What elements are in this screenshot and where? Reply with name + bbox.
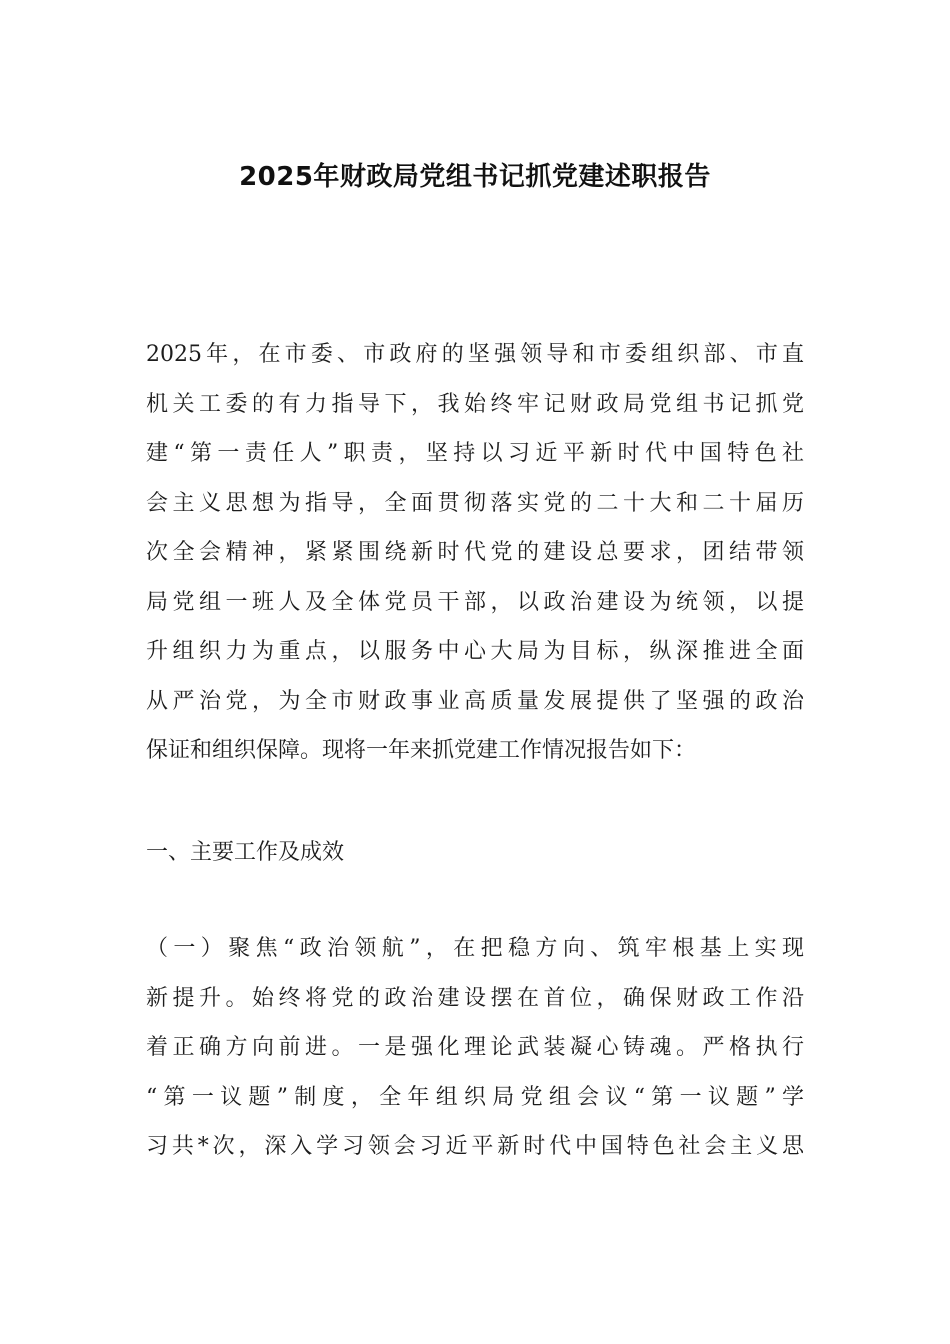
paragraph-line: 建“第一责任人”职责，坚持以习近平新时代中国特色社 — [146, 441, 804, 466]
paragraph-line: 2025年，在市委、市政府的坚强领导和市委组织部、市直 — [146, 342, 804, 367]
paragraph-line: “第一议题”制度，全年组织局党组会议“第一议题”学 — [146, 1084, 804, 1110]
paragraph-line: 新提升。始终将党的政治建设摆在首位，确保财政工作沿 — [146, 985, 804, 1011]
paragraph-line: 保证和组织保障。现将一年来抓党建工作情况报告如下： — [146, 738, 697, 763]
document-title: 2025年财政局党组书记抓党建述职报告 — [239, 162, 711, 192]
section-heading-text: 一、主要工作及成效 — [146, 840, 345, 865]
paragraph-line: 局党组一班人及全体党员干部，以政治建设为统领，以提 — [146, 589, 804, 615]
paragraph-line: 着正确方向前进。一是强化理论武装凝心铸魂。严格执行 — [146, 1035, 804, 1060]
paragraph-line: 升组织力为重点，以服务中心大局为目标，纵深推进全面 — [146, 639, 804, 664]
section-paragraph — [146, 924, 804, 1172]
paragraph-line: 习共*次，深入学习领会习近平新时代中国特色社会主义思 — [146, 1134, 804, 1159]
paragraph-line: 从严治党，为全市财政事业高质量发展提供了坚强的政治 — [146, 688, 804, 714]
paragraph-line: 会主义思想为指导，全面贯彻落实党的二十大和二十届历 — [146, 490, 804, 516]
paragraph-line: 次全会精神，紧紧围绕新时代党的建设总要求，团结带领 — [146, 540, 804, 565]
paragraph-line: （一）聚焦“政治领航”，在把稳方向、筑牢根基上实现 — [146, 936, 804, 961]
paragraph-line: 机关工委的有力指导下，我始终牢记财政局党组书记抓党 — [146, 391, 804, 417]
section-heading — [146, 828, 804, 878]
intro-paragraph — [146, 330, 804, 776]
